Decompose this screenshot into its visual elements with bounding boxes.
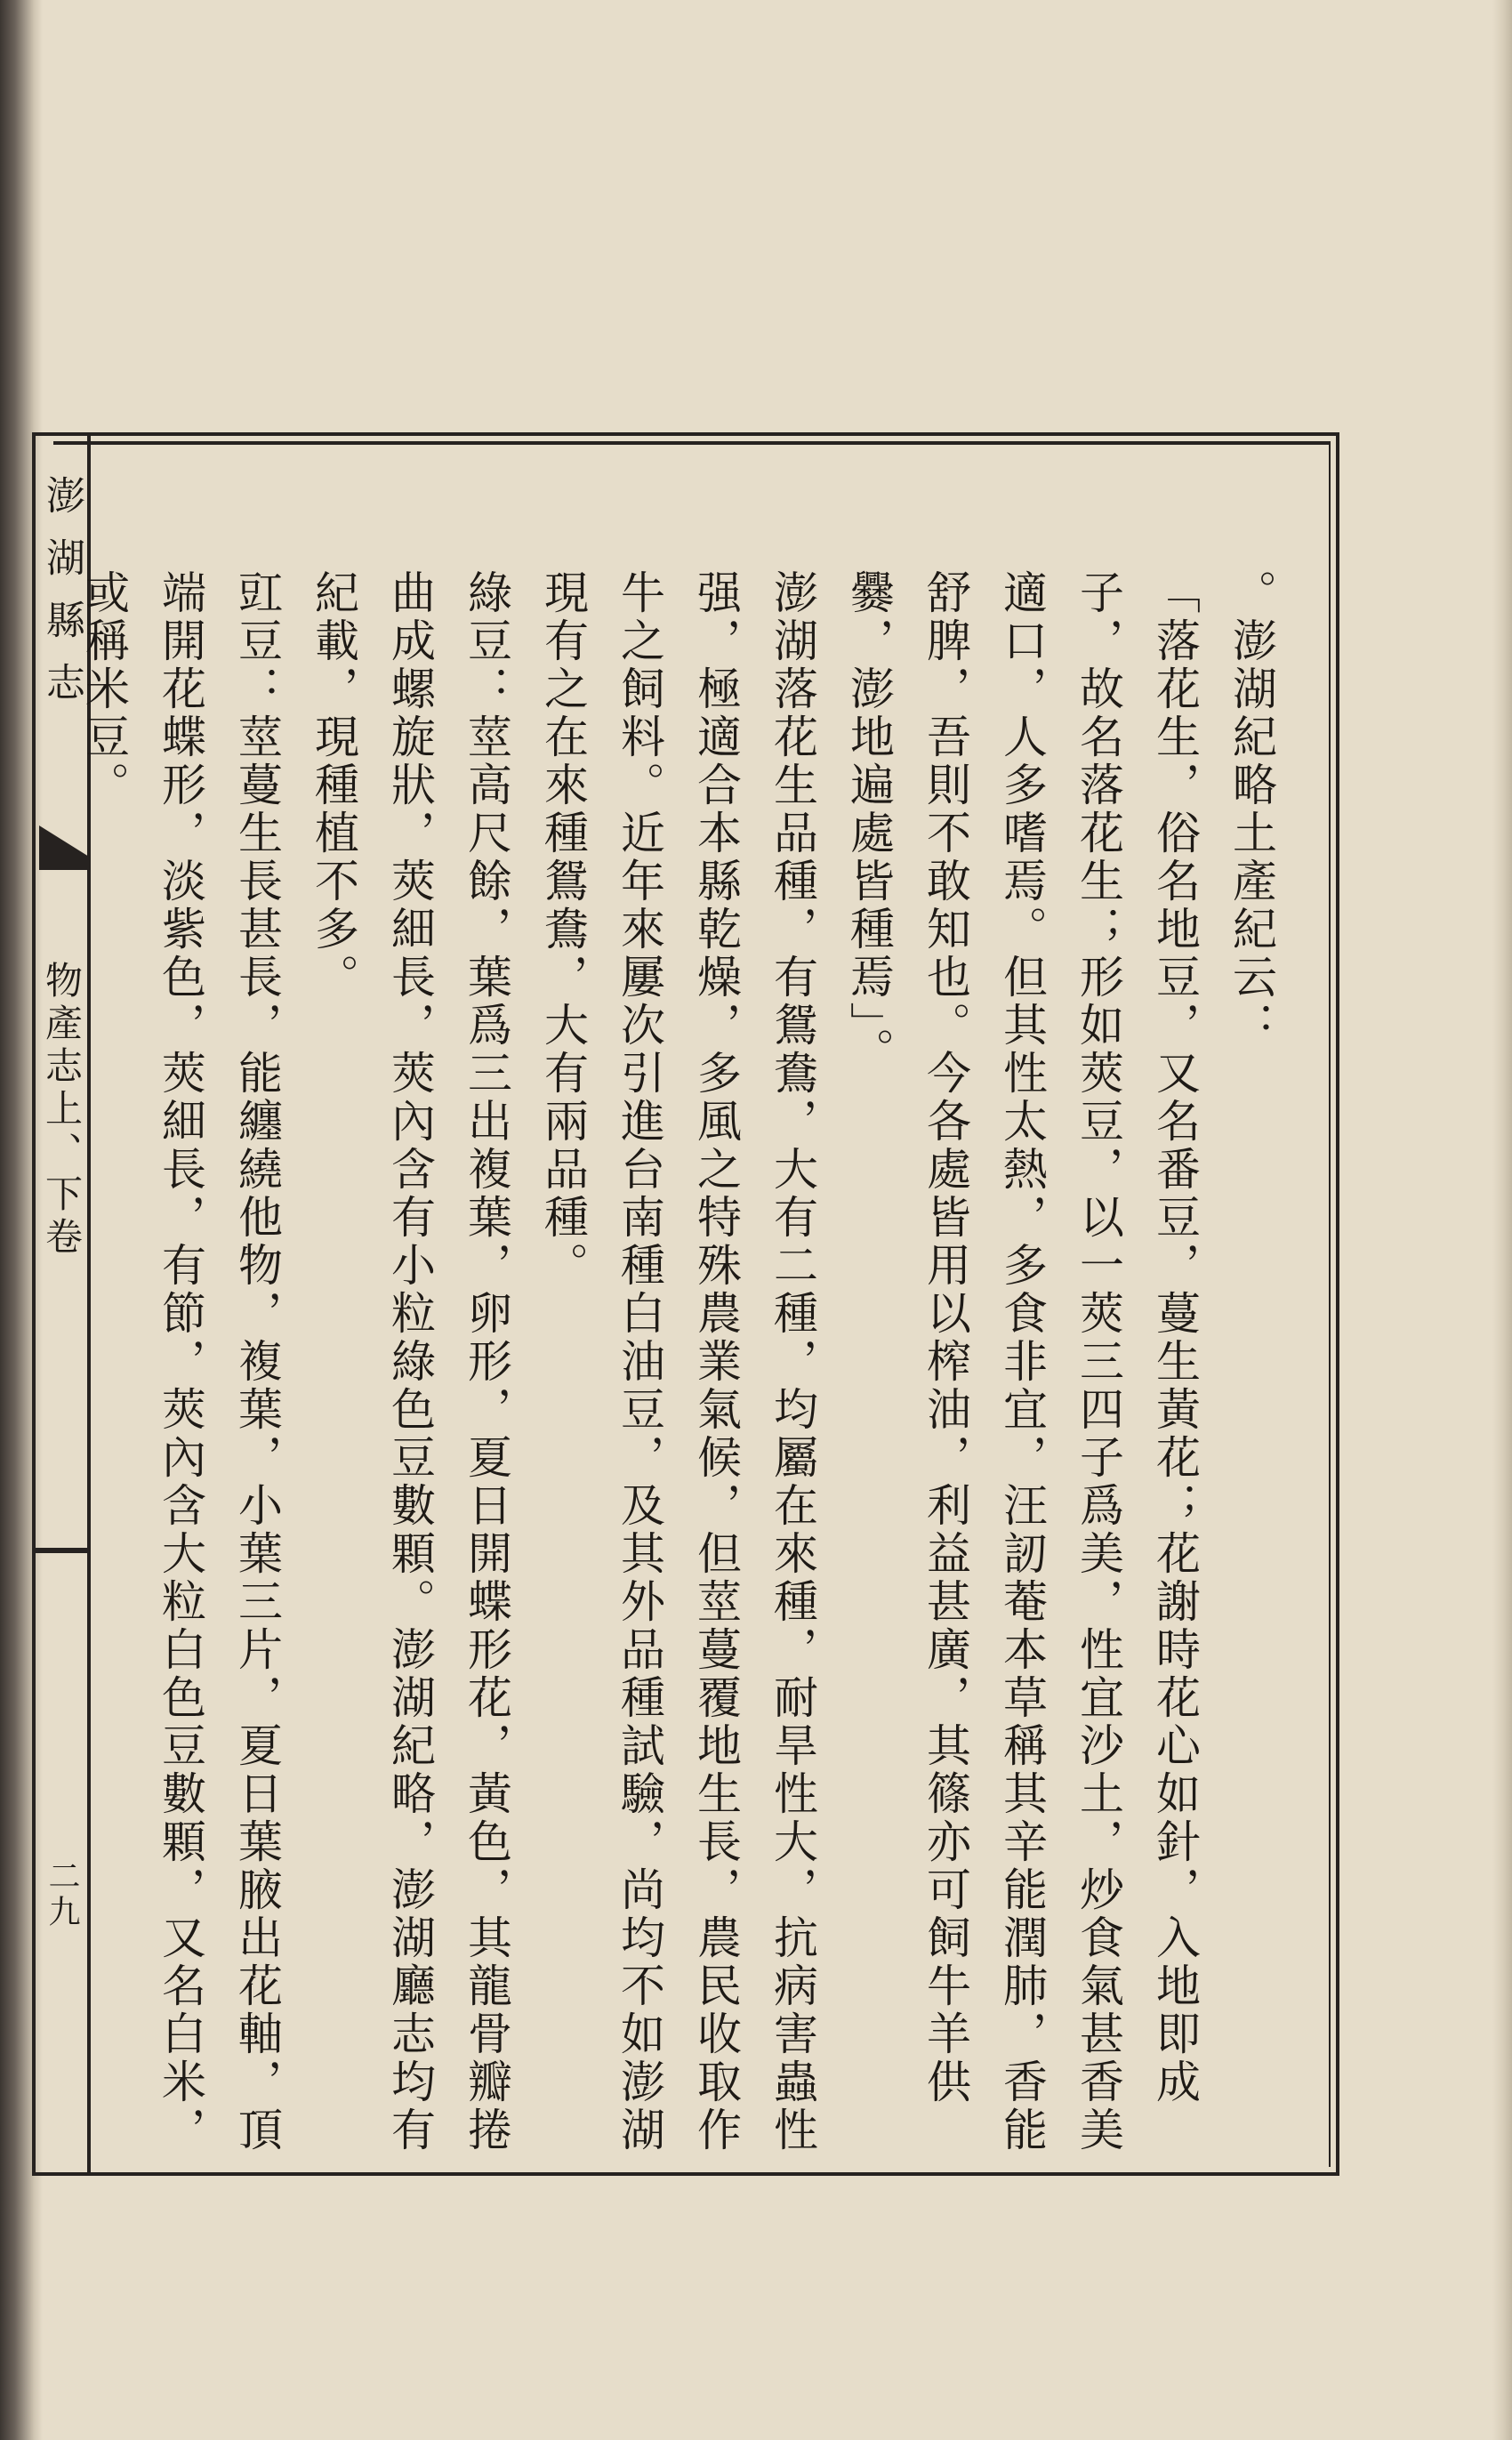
book-title: 澎湖縣志 xyxy=(39,475,84,724)
page-number: 二九 xyxy=(44,1859,80,1930)
paragraph-heading: 。澎湖紀略土產紀云： xyxy=(1226,569,1277,1050)
paragraph-mung-bean: 綠豆：莖高尺餘，葉爲三出複葉，卵形，夏日開蝶形花，黃色，其龍骨瓣捲曲成螺旋狀，莢細長，莢內含有小粒綠色豆數顆。澎湖紀略，澎湖廳志均有紀載，現種植不多。 xyxy=(308,569,512,2154)
page-edge xyxy=(1492,0,1512,2440)
section-title: 物產志上、下卷 xyxy=(40,961,84,1260)
paragraph-quote: 「落花生，俗名地豆，又名番豆，蔓生黃花；花謝時花心如針，入地即成子，故名落花生；形如莢豆，以一莢三四子爲美，性宜沙土，炒食氣甚香美適口，人多嗜焉。但其性太熱，多食非宜，汪訒菴本草稱其辛能潤肺，香能舒脾，吾則不敢知也。今各處皆用以榨油，利益甚廣，其篠亦可飼牛羊供爨，澎地遍處皆種焉」。 xyxy=(843,569,1201,2154)
paragraph-cowpea: 豇豆：莖蔓生長甚長，能纏繞他物，複葉，小葉三片，夏日葉腋出花軸，頂端開花蝶形，淡紫色，莢細長，有節，莢內含大粒白色豆數顆，又名白米，或稱米豆。 xyxy=(78,569,283,2154)
right-inner-rule xyxy=(1329,441,1331,2167)
top-inner-rule xyxy=(53,441,1329,445)
paragraph-peanut-varieties: 澎湖落花生品種，有鴛鴦，大有二種，均屬在來種，耐旱性大，抗病害蟲性强，極適合本縣乾燥，多風之特殊農業氣候，但莖蔓覆地生長，農民收取作牛之飼料。近年來屢次引進台南種白油豆，及其外品種試驗，尚均不如澎湖現有之在來種鴛鴦，大有兩品種。 xyxy=(537,569,818,2154)
body-text xyxy=(78,569,1290,2162)
